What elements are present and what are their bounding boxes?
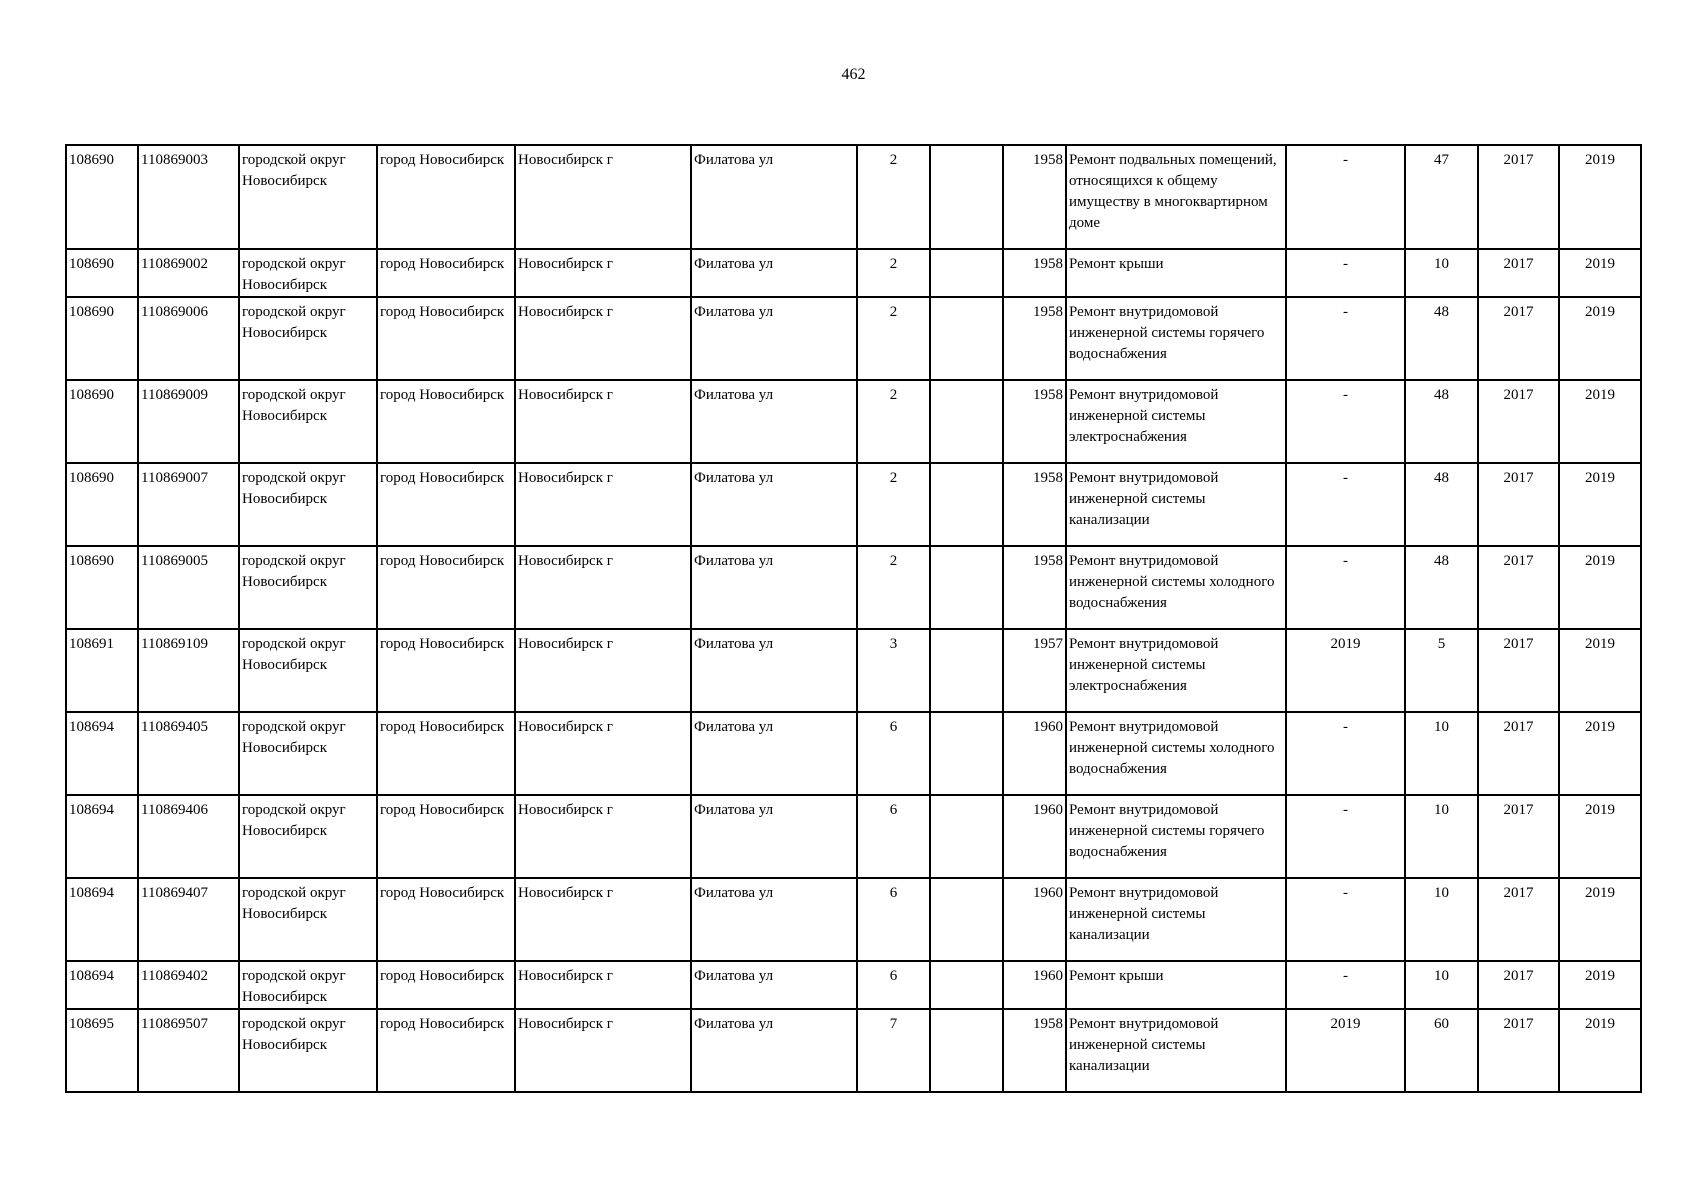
cell-settlement: город Новосибирск (377, 380, 515, 463)
cell-district: городской округ Новосибирск (239, 629, 377, 712)
cell-street: Филатова ул (691, 463, 857, 546)
cell-plan-from: 2017 (1478, 463, 1559, 546)
cell-settlement: город Новосибирск (377, 961, 515, 1009)
cell-wear: 10 (1405, 249, 1478, 297)
cell-year: 1960 (1003, 795, 1066, 878)
cell-locality: Новосибирск г (515, 1009, 691, 1092)
cell-locality: Новосибирск г (515, 546, 691, 629)
cell-locality: Новосибирск г (515, 712, 691, 795)
cell-plan-from: 2017 (1478, 249, 1559, 297)
cell-plan-to: 2019 (1559, 463, 1641, 546)
cell-year: 1958 (1003, 145, 1066, 249)
cell-work: Ремонт внутридомовой инженерной системы горячего водоснабжения (1066, 297, 1286, 380)
cell-plan-from: 2017 (1478, 878, 1559, 961)
table-row (66, 1009, 1641, 1092)
cell-last-repair: 2019 (1286, 1009, 1405, 1092)
cell-code: 110869006 (138, 297, 239, 380)
cell-building (930, 795, 1003, 878)
cell-settlement: город Новосибирск (377, 712, 515, 795)
cell-id: 108690 (66, 463, 138, 546)
cell-house: 2 (857, 249, 930, 297)
cell-house: 2 (857, 546, 930, 629)
table-row (66, 712, 1641, 795)
cell-plan-to: 2019 (1559, 1009, 1641, 1092)
cell-id: 108694 (66, 961, 138, 1009)
cell-year: 1958 (1003, 546, 1066, 629)
cell-id: 108690 (66, 546, 138, 629)
cell-wear: 60 (1405, 1009, 1478, 1092)
cell-last-repair: - (1286, 145, 1405, 249)
cell-street: Филатова ул (691, 145, 857, 249)
cell-settlement: город Новосибирск (377, 878, 515, 961)
cell-work: Ремонт внутридомовой инженерной системы горячего водоснабжения (1066, 795, 1286, 878)
cell-id: 108694 (66, 795, 138, 878)
cell-year: 1958 (1003, 380, 1066, 463)
table-row (66, 380, 1641, 463)
cell-locality: Новосибирск г (515, 297, 691, 380)
cell-code: 110869405 (138, 712, 239, 795)
cell-locality: Новосибирск г (515, 249, 691, 297)
cell-district: городской округ Новосибирск (239, 1009, 377, 1092)
cell-street: Филатова ул (691, 961, 857, 1009)
cell-street: Филатова ул (691, 297, 857, 380)
cell-code: 110869406 (138, 795, 239, 878)
cell-id: 108694 (66, 878, 138, 961)
cell-plan-to: 2019 (1559, 297, 1641, 380)
cell-wear: 10 (1405, 878, 1478, 961)
cell-building (930, 297, 1003, 380)
cell-wear: 47 (1405, 145, 1478, 249)
cell-wear: 48 (1405, 546, 1478, 629)
cell-building (930, 249, 1003, 297)
cell-last-repair: 2019 (1286, 629, 1405, 712)
cell-code: 110869007 (138, 463, 239, 546)
cell-year: 1958 (1003, 249, 1066, 297)
cell-code: 110869002 (138, 249, 239, 297)
cell-last-repair: - (1286, 297, 1405, 380)
cell-code: 110869005 (138, 546, 239, 629)
cell-plan-from: 2017 (1478, 1009, 1559, 1092)
cell-id: 108690 (66, 249, 138, 297)
cell-code: 110869407 (138, 878, 239, 961)
cell-code: 110869003 (138, 145, 239, 249)
cell-work: Ремонт внутридомовой инженерной системы канализации (1066, 878, 1286, 961)
cell-work: Ремонт крыши (1066, 961, 1286, 1009)
cell-wear: 48 (1405, 380, 1478, 463)
cell-locality: Новосибирск г (515, 145, 691, 249)
cell-street: Филатова ул (691, 546, 857, 629)
cell-plan-to: 2019 (1559, 629, 1641, 712)
cell-code: 110869009 (138, 380, 239, 463)
cell-house: 6 (857, 712, 930, 795)
cell-last-repair: - (1286, 249, 1405, 297)
cell-settlement: город Новосибирск (377, 546, 515, 629)
cell-street: Филатова ул (691, 795, 857, 878)
cell-district: городской округ Новосибирск (239, 145, 377, 249)
cell-settlement: город Новосибирск (377, 795, 515, 878)
cell-work: Ремонт подвальных помещений, относящихся к общему имуществу в многоквартирном доме (1066, 145, 1286, 249)
cell-code: 110869507 (138, 1009, 239, 1092)
cell-plan-from: 2017 (1478, 961, 1559, 1009)
cell-year: 1960 (1003, 961, 1066, 1009)
cell-house: 6 (857, 961, 930, 1009)
cell-plan-to: 2019 (1559, 795, 1641, 878)
cell-last-repair: - (1286, 463, 1405, 546)
cell-last-repair: - (1286, 712, 1405, 795)
cell-wear: 48 (1405, 463, 1478, 546)
cell-last-repair: - (1286, 795, 1405, 878)
cell-building (930, 712, 1003, 795)
cell-house: 2 (857, 463, 930, 546)
table-row (66, 629, 1641, 712)
cell-wear: 5 (1405, 629, 1478, 712)
cell-district: городской округ Новосибирск (239, 712, 377, 795)
cell-plan-from: 2017 (1478, 145, 1559, 249)
cell-plan-to: 2019 (1559, 961, 1641, 1009)
cell-year: 1958 (1003, 463, 1066, 546)
cell-year: 1958 (1003, 297, 1066, 380)
cell-id: 108690 (66, 297, 138, 380)
cell-district: городской округ Новосибирск (239, 961, 377, 1009)
table-body (66, 145, 1641, 1092)
cell-year: 1958 (1003, 1009, 1066, 1092)
cell-settlement: город Новосибирск (377, 249, 515, 297)
cell-house: 6 (857, 878, 930, 961)
table-row (66, 961, 1641, 1009)
cell-year: 1960 (1003, 878, 1066, 961)
cell-plan-from: 2017 (1478, 629, 1559, 712)
cell-last-repair: - (1286, 380, 1405, 463)
cell-work: Ремонт внутридомовой инженерной системы канализации (1066, 1009, 1286, 1092)
cell-code: 110869109 (138, 629, 239, 712)
cell-building (930, 961, 1003, 1009)
table-row (66, 297, 1641, 380)
cell-plan-from: 2017 (1478, 380, 1559, 463)
cell-settlement: город Новосибирск (377, 145, 515, 249)
cell-locality: Новосибирск г (515, 878, 691, 961)
cell-locality: Новосибирск г (515, 463, 691, 546)
table-row (66, 546, 1641, 629)
cell-id: 108690 (66, 380, 138, 463)
cell-plan-to: 2019 (1559, 249, 1641, 297)
cell-wear: 48 (1405, 297, 1478, 380)
cell-locality: Новосибирск г (515, 629, 691, 712)
cell-district: городской округ Новосибирск (239, 463, 377, 546)
cell-wear: 10 (1405, 961, 1478, 1009)
cell-house: 2 (857, 297, 930, 380)
cell-street: Филатова ул (691, 380, 857, 463)
cell-plan-to: 2019 (1559, 145, 1641, 249)
table-row (66, 249, 1641, 297)
cell-work: Ремонт внутридомовой инженерной системы электроснабжения (1066, 629, 1286, 712)
cell-plan-from: 2017 (1478, 297, 1559, 380)
cell-settlement: город Новосибирск (377, 463, 515, 546)
cell-building (930, 878, 1003, 961)
cell-district: городской округ Новосибирск (239, 546, 377, 629)
cell-id: 108691 (66, 629, 138, 712)
cell-locality: Новосибирск г (515, 380, 691, 463)
cell-district: городской округ Новосибирск (239, 878, 377, 961)
cell-id: 108690 (66, 145, 138, 249)
table-row (66, 463, 1641, 546)
page-number: 462 (841, 66, 866, 83)
cell-year: 1957 (1003, 629, 1066, 712)
cell-work: Ремонт внутридомовой инженерной системы холодного водоснабжения (1066, 546, 1286, 629)
cell-settlement: город Новосибирск (377, 1009, 515, 1092)
cell-house: 7 (857, 1009, 930, 1092)
cell-id: 108695 (66, 1009, 138, 1092)
cell-plan-to: 2019 (1559, 712, 1641, 795)
cell-house: 6 (857, 795, 930, 878)
cell-plan-to: 2019 (1559, 878, 1641, 961)
cell-locality: Новосибирск г (515, 961, 691, 1009)
cell-house: 2 (857, 380, 930, 463)
cell-settlement: город Новосибирск (377, 629, 515, 712)
repair-table (65, 144, 1642, 1093)
cell-building (930, 1009, 1003, 1092)
cell-settlement: город Новосибирск (377, 297, 515, 380)
cell-house: 2 (857, 145, 930, 249)
table-row (66, 878, 1641, 961)
cell-plan-to: 2019 (1559, 546, 1641, 629)
cell-plan-from: 2017 (1478, 795, 1559, 878)
cell-work: Ремонт внутридомовой инженерной системы электроснабжения (1066, 380, 1286, 463)
cell-building (930, 145, 1003, 249)
table-row (66, 795, 1641, 878)
cell-locality: Новосибирск г (515, 795, 691, 878)
cell-building (930, 629, 1003, 712)
cell-plan-from: 2017 (1478, 712, 1559, 795)
cell-street: Филатова ул (691, 249, 857, 297)
cell-last-repair: - (1286, 878, 1405, 961)
cell-plan-from: 2017 (1478, 546, 1559, 629)
cell-district: городской округ Новосибирск (239, 380, 377, 463)
cell-street: Филатова ул (691, 629, 857, 712)
cell-wear: 10 (1405, 712, 1478, 795)
cell-work: Ремонт внутридомовой инженерной системы канализации (1066, 463, 1286, 546)
cell-code: 110869402 (138, 961, 239, 1009)
cell-year: 1960 (1003, 712, 1066, 795)
cell-wear: 10 (1405, 795, 1478, 878)
cell-work: Ремонт внутридомовой инженерной системы холодного водоснабжения (1066, 712, 1286, 795)
cell-last-repair: - (1286, 961, 1405, 1009)
cell-building (930, 546, 1003, 629)
cell-district: городской округ Новосибирск (239, 297, 377, 380)
cell-plan-to: 2019 (1559, 380, 1641, 463)
cell-street: Филатова ул (691, 1009, 857, 1092)
table-row (66, 145, 1641, 249)
cell-district: городской округ Новосибирск (239, 249, 377, 297)
cell-id: 108694 (66, 712, 138, 795)
cell-street: Филатова ул (691, 712, 857, 795)
cell-building (930, 380, 1003, 463)
cell-last-repair: - (1286, 546, 1405, 629)
cell-house: 3 (857, 629, 930, 712)
cell-work: Ремонт крыши (1066, 249, 1286, 297)
cell-building (930, 463, 1003, 546)
cell-street: Филатова ул (691, 878, 857, 961)
cell-district: городской округ Новосибирск (239, 795, 377, 878)
